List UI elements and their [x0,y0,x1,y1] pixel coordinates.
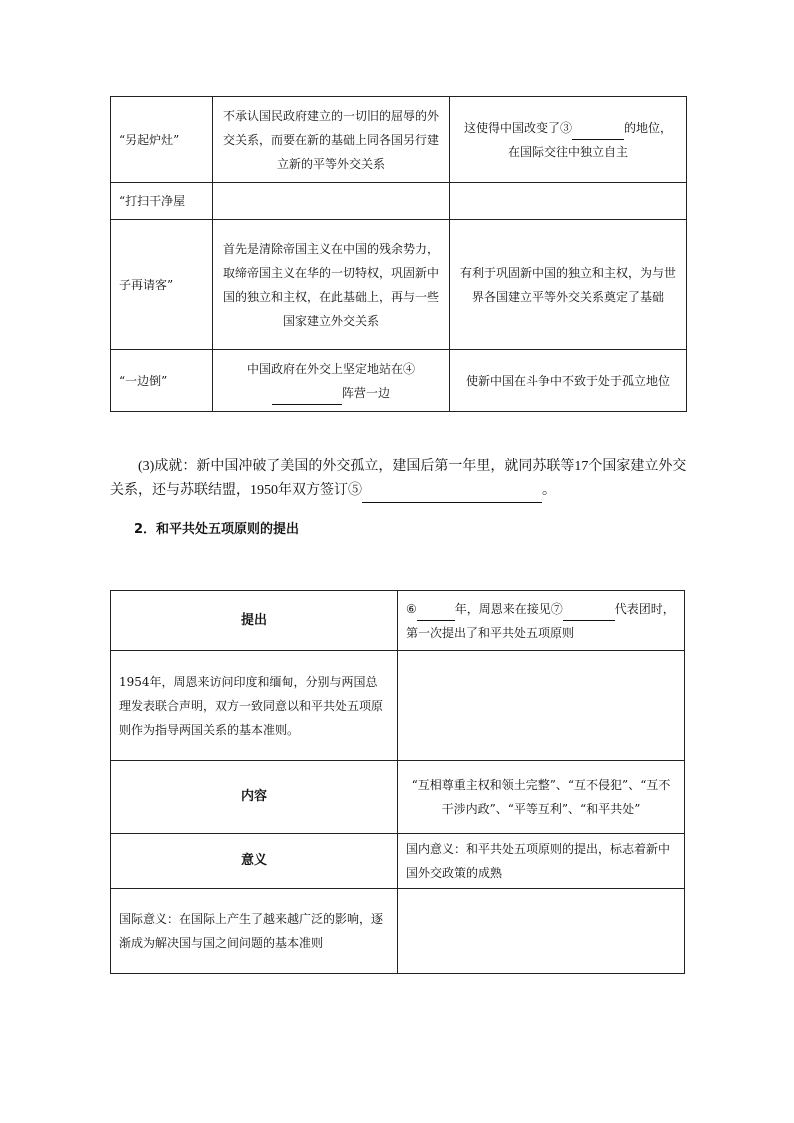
proposal-text: 年，周恩来在接见⑦ [454,601,563,616]
effect-cell: 有利于巩固新中国的独立和主权，为与世界各国建立平等外交关系奠定了基础 [450,220,687,350]
content-text-end: 阵营一边 [341,385,390,400]
international-cell: 国际意义：在国际上产生了越来越广泛的影响，逐渐成为解决国与国之间问题的基本准则 [111,889,398,974]
value-cell: “互相尊重主权和领土完整”、“互不侵犯”、“互不干涉内政”、“平等互利”、“和平共处” [398,761,685,834]
table-row [111,350,687,412]
proposal-text-end: 代表团时，第一次提出了和平共处五项原则 [406,601,675,640]
table-row [111,183,687,220]
table-row [111,889,685,974]
table-row [111,761,685,834]
effect-cell [450,183,687,220]
policy-cell: “一边倒” [111,350,213,412]
blank-6[interactable] [417,602,455,621]
achievement-paragraph [110,455,690,503]
table-row [111,651,685,761]
achievement-text: (3)成就：新中国冲破了美国的外交孤立，建国后第一年里，就同苏联等17个国家建立外交关系，还与苏联结盟，1950年双方签订⑤ [110,459,687,498]
section-heading: 2．和平共处五项原则的提出 [134,522,300,537]
effect-text-end: 的地位，在国际交往中独立自主 [507,120,673,159]
effect-cell [450,97,687,183]
content-cell: 首先是清除帝国主义在中国的残余势力，取缔帝国主义在华的一切特权，巩固新中国的独立和主权，在此基础上，再与一些国家建立外交关系 [213,220,450,350]
table-row [111,834,685,889]
policy-cell: “打扫干净屋 [111,183,213,220]
table-row [111,220,687,350]
empty-cell [398,651,685,761]
foreign-policy-table [110,96,687,412]
marker-6: ⑥ [406,601,417,616]
achievement-end: 。 [542,483,556,498]
effect-cell: 使新中国在斗争中不致于处于孤立地位 [450,350,687,412]
empty-cell [398,889,685,974]
blank-5[interactable] [362,484,542,503]
label-cell: 内容 [111,761,398,834]
label-cell: 意义 [111,834,398,889]
content-text-start: 中国政府在外交上坚定地站在④ [246,361,415,376]
table-row [111,97,687,183]
blank-3[interactable] [572,121,624,140]
effect-text-start: 这使得中国改变了③ [463,120,572,135]
policy-cell: 子再请客” [111,220,213,350]
label-cell: 提出 [111,591,398,651]
content-cell [213,350,450,412]
policy-cell: “另起炉灶” [111,97,213,183]
table-row [111,591,685,651]
five-principles-table [110,590,685,974]
content-cell [213,183,450,220]
value-cell [398,591,685,651]
visit-cell: 1954年，周恩来访问印度和缅甸，分别与两国总理发表联合声明，双方一致同意以和平共处五项原则作为指导两国关系的基本准则。 [111,651,398,761]
content-cell: 不承认国民政府建立的一切旧的屈辱的外交关系，而要在新的基础上同各国另行建立新的平等外交关系 [213,97,450,183]
value-cell: 国内意义：和平共处五项原则的提出，标志着新中国外交政策的成熟 [398,834,685,889]
blank-4[interactable] [272,386,342,405]
blank-7[interactable] [563,602,615,621]
